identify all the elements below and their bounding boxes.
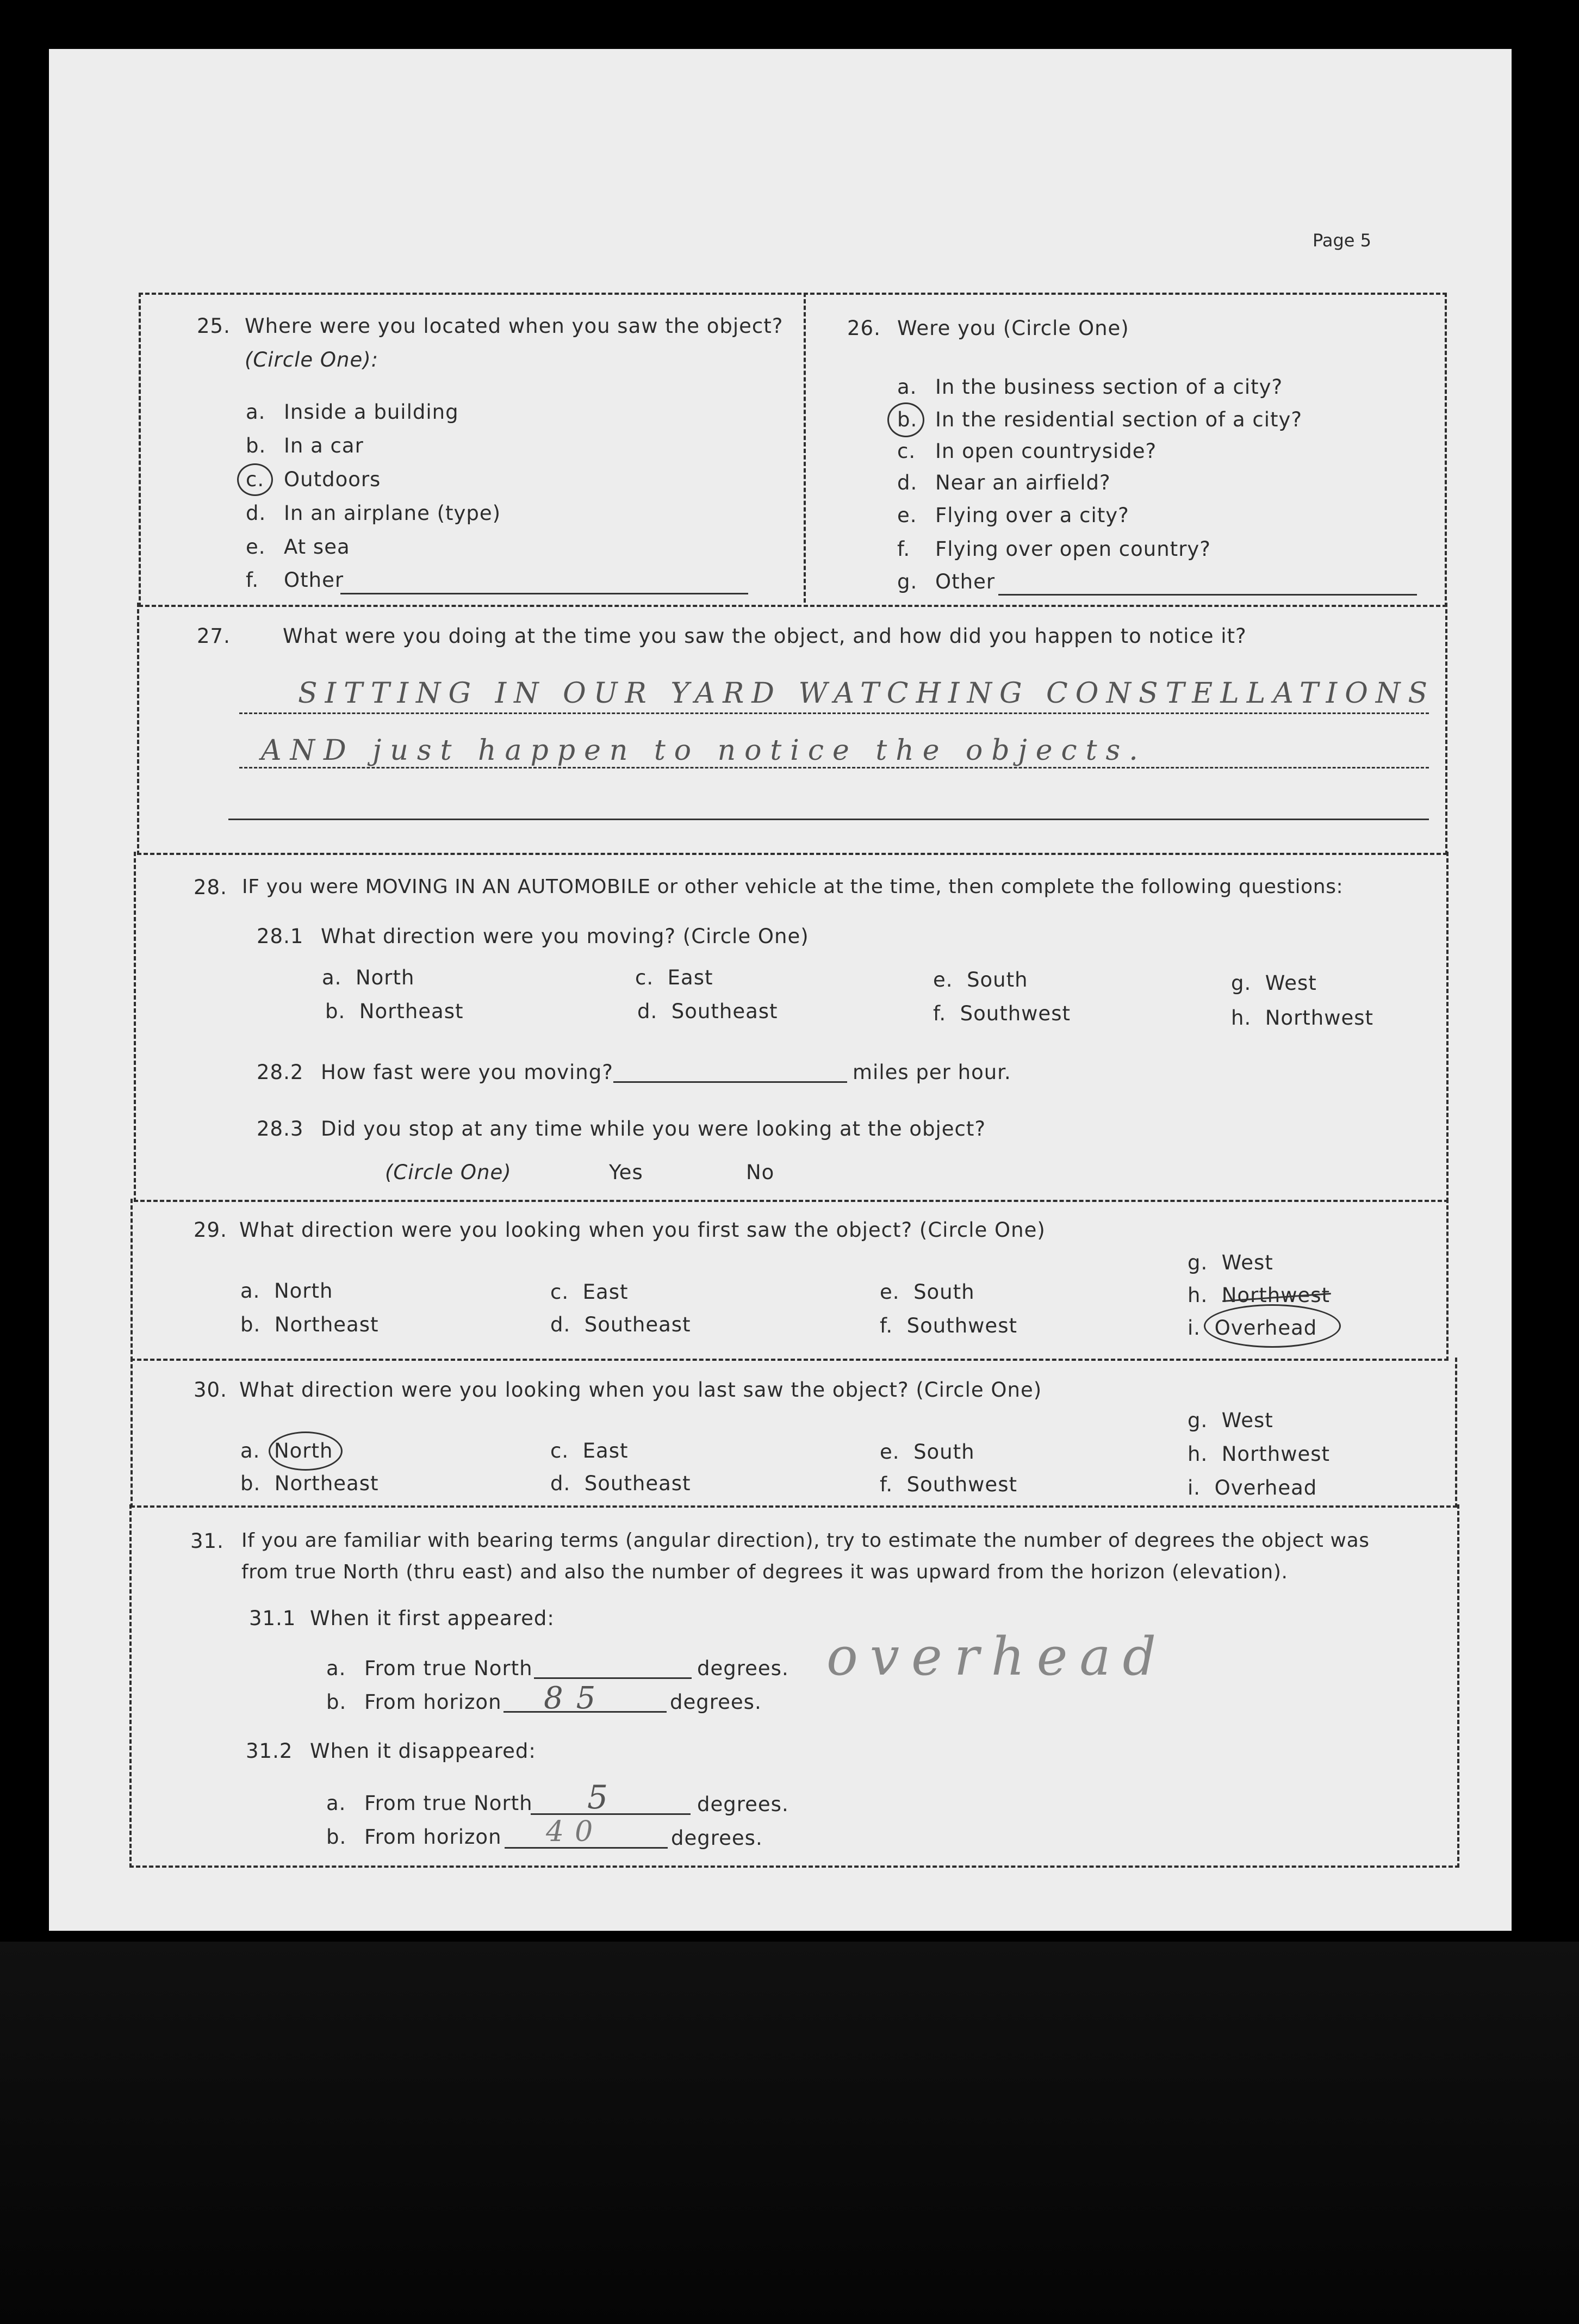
q26-option-a-letter[interactable]: a. bbox=[897, 375, 917, 399]
q31-1-b-text: From horizon bbox=[364, 1690, 502, 1714]
q25-instruction: (Circle One): bbox=[245, 348, 379, 371]
q25-question: Where were you located when you saw the object? bbox=[245, 314, 784, 338]
q26-option-f-letter[interactable]: f. bbox=[897, 537, 911, 561]
q25-option-e[interactable]: At sea bbox=[284, 535, 350, 559]
q28-question: IF you were MOVING IN AN AUTOMOBILE or other vehicle at the time, then complete the following questions: bbox=[242, 876, 1344, 898]
q30-option-b[interactable]: b. Northeast bbox=[240, 1472, 379, 1495]
q25-option-a[interactable]: Inside a building bbox=[284, 400, 459, 424]
q29-option-g[interactable]: g. West bbox=[1188, 1251, 1273, 1274]
q29-option-c[interactable]: c. East bbox=[550, 1280, 629, 1304]
q26-option-e[interactable]: Flying over a city? bbox=[935, 504, 1129, 527]
q26-option-a[interactable]: In the business section of a city? bbox=[935, 375, 1283, 399]
q29-option-b[interactable]: b. Northeast bbox=[240, 1313, 379, 1336]
q27-writing-line-2 bbox=[239, 767, 1429, 769]
q25-option-b-letter[interactable]: b. bbox=[246, 434, 266, 457]
q30-option-f[interactable]: f. Southwest bbox=[880, 1473, 1017, 1496]
q28-1-number: 28.1 bbox=[257, 925, 304, 948]
q25-option-d[interactable]: In an airplane (type) bbox=[284, 501, 501, 525]
q31-2-heading: When it disappeared: bbox=[310, 1739, 536, 1763]
q27-writing-line-1 bbox=[239, 712, 1429, 714]
q25-option-b[interactable]: In a car bbox=[284, 434, 364, 457]
q26-option-d-letter[interactable]: d. bbox=[897, 471, 918, 494]
q28-2-number: 28.2 bbox=[257, 1061, 304, 1084]
q29-question: What direction were you looking when you first saw the object? (Circle One) bbox=[239, 1218, 1046, 1242]
q31-2-number: 31.2 bbox=[246, 1739, 293, 1763]
q26-number: 26. bbox=[847, 317, 881, 340]
q27-writing-line-3 bbox=[228, 819, 1429, 820]
q26-option-g[interactable]: Other bbox=[935, 570, 996, 593]
q28-2-suffix: miles per hour. bbox=[853, 1061, 1011, 1084]
q30-option-d[interactable]: d. Southeast bbox=[550, 1472, 691, 1495]
q31-1-a-label: a. bbox=[326, 1657, 346, 1680]
q30-circle-mark bbox=[269, 1431, 343, 1471]
q29-option-e[interactable]: e. South bbox=[880, 1280, 975, 1304]
q31-1-north-field[interactable] bbox=[534, 1677, 692, 1679]
q31-2-north-value[interactable]: 5 bbox=[587, 1778, 614, 1817]
q28-number: 28. bbox=[194, 876, 227, 899]
q25-number: 25. bbox=[197, 314, 231, 338]
q26-option-g-letter[interactable]: g. bbox=[897, 570, 918, 593]
q28-3-number: 28.3 bbox=[257, 1117, 304, 1141]
q31-2-a-label: a. bbox=[326, 1792, 346, 1815]
q26-other-line[interactable] bbox=[998, 594, 1417, 596]
q31-number: 31. bbox=[190, 1529, 224, 1553]
q31-2-horizon-value[interactable]: 40 bbox=[546, 1815, 604, 1848]
q28-1-option-g[interactable]: g. West bbox=[1231, 971, 1317, 995]
q26-option-b-letter[interactable]: b. bbox=[897, 408, 918, 431]
q28-1-option-h[interactable]: h. Northwest bbox=[1231, 1006, 1374, 1030]
q25-option-c[interactable]: Outdoors bbox=[284, 468, 381, 491]
q31-1-a-suffix: degrees. bbox=[697, 1657, 789, 1680]
q28-1-option-f[interactable]: f. Southwest bbox=[933, 1002, 1071, 1025]
q31-1-margin-note: overhead bbox=[826, 1626, 1168, 1687]
q29-option-a[interactable]: a. North bbox=[240, 1279, 333, 1303]
q28-1-option-b[interactable]: b. Northeast bbox=[325, 1000, 464, 1023]
q28-2-question: How fast were you moving? bbox=[321, 1061, 613, 1084]
q31-1-a-text: From true North bbox=[364, 1657, 533, 1680]
q26-option-c-letter[interactable]: c. bbox=[897, 439, 916, 463]
q30-option-e[interactable]: e. South bbox=[880, 1440, 975, 1464]
q31-2-a-text: From true North bbox=[364, 1792, 533, 1815]
q31-2-a-suffix: degrees. bbox=[697, 1793, 789, 1816]
q30-number: 30. bbox=[194, 1378, 227, 1402]
q31-question-line-1: If you are familiar with bearing terms (angular direction), try to estimate the number of degrees the object was bbox=[241, 1529, 1370, 1552]
q31-2-b-label: b. bbox=[326, 1825, 347, 1849]
q28-2-speed-field[interactable] bbox=[613, 1081, 847, 1083]
q28-1-option-d[interactable]: d. Southeast bbox=[637, 1000, 778, 1023]
q29-circle-mark bbox=[1204, 1304, 1341, 1348]
page-number: Page 5 bbox=[1313, 230, 1371, 251]
q29-option-d[interactable]: d. Southeast bbox=[550, 1313, 691, 1336]
q29-number: 29. bbox=[194, 1218, 227, 1242]
q28-1-question: What direction were you moving? (Circle One) bbox=[321, 925, 809, 948]
q25-option-a-letter[interactable]: a. bbox=[246, 400, 266, 424]
q31-1-b-suffix: degrees. bbox=[670, 1690, 762, 1714]
q29-option-h[interactable]: h. Northwest bbox=[1188, 1284, 1331, 1307]
q30-option-h[interactable]: h. Northwest bbox=[1188, 1442, 1331, 1466]
q25-option-e-letter[interactable]: e. bbox=[246, 535, 266, 559]
q28-3-instruction: (Circle One) bbox=[385, 1161, 512, 1184]
q30-option-g[interactable]: g. West bbox=[1188, 1409, 1273, 1432]
q27-number: 27. bbox=[197, 624, 231, 648]
q31-2-b-text: From horizon bbox=[364, 1825, 502, 1849]
q26-circle-mark bbox=[887, 402, 924, 437]
q27-answer-line-1[interactable]: SITTING IN OUR YARD WATCHING CONSTELLATIONS bbox=[298, 677, 1435, 710]
q26-option-c[interactable]: In open countryside? bbox=[935, 439, 1157, 463]
q28-1-option-c[interactable]: c. East bbox=[635, 966, 713, 989]
q28-1-option-e[interactable]: e. South bbox=[933, 968, 1028, 991]
q27-question: What were you doing at the time you saw the object, and how did you happen to notice it? bbox=[283, 624, 1247, 648]
q31-1-number: 31.1 bbox=[249, 1607, 296, 1630]
q25-option-f[interactable]: Other bbox=[284, 568, 344, 592]
q31-1-horizon-value[interactable]: 85 bbox=[544, 1681, 609, 1716]
q28-3-yes[interactable]: Yes bbox=[609, 1161, 643, 1184]
q26-option-f[interactable]: Flying over open country? bbox=[935, 537, 1211, 561]
q31-2-b-suffix: degrees. bbox=[671, 1826, 763, 1850]
q26-question: Were you (Circle One) bbox=[897, 317, 1129, 340]
q26-option-d[interactable]: Near an airfield? bbox=[935, 471, 1111, 494]
q31-1-heading: When it first appeared: bbox=[310, 1607, 555, 1630]
q29-option-f[interactable]: f. Southwest bbox=[880, 1314, 1017, 1337]
q30-option-i[interactable]: i. Overhead bbox=[1188, 1476, 1317, 1499]
q28-3-no[interactable]: No bbox=[746, 1161, 775, 1184]
q31-1-b-label: b. bbox=[326, 1690, 347, 1714]
q28-3-question: Did you stop at any time while you were looking at the object? bbox=[321, 1117, 986, 1141]
q26-option-e-letter[interactable]: e. bbox=[897, 504, 917, 527]
q29-option-i[interactable]: i. Overhead bbox=[1188, 1316, 1317, 1340]
q26-option-b[interactable]: In the residential section of a city? bbox=[935, 408, 1303, 431]
q25-option-f-letter[interactable]: f. bbox=[246, 568, 259, 592]
q30-option-a[interactable]: a. North bbox=[240, 1439, 333, 1462]
q25-circle-mark bbox=[237, 463, 273, 496]
q28-1-option-a[interactable]: a. North bbox=[322, 966, 415, 989]
q25-option-d-letter[interactable]: d. bbox=[246, 501, 266, 525]
q30-question: What direction were you looking when you last saw the object? (Circle One) bbox=[239, 1378, 1042, 1402]
q25-q26-divider bbox=[804, 293, 806, 603]
q27-answer-line-2[interactable]: AND just happen to notice the objects. bbox=[261, 734, 1147, 767]
q30-option-c[interactable]: c. East bbox=[550, 1439, 629, 1462]
q31-question-line-2: from true North (thru east) and also the number of degrees it was upward from the horizon (elevation). bbox=[241, 1561, 1288, 1583]
q25-option-c-letter[interactable]: c. bbox=[246, 468, 265, 491]
q25-other-line[interactable] bbox=[340, 593, 748, 594]
scan-background bbox=[0, 1942, 1579, 2324]
